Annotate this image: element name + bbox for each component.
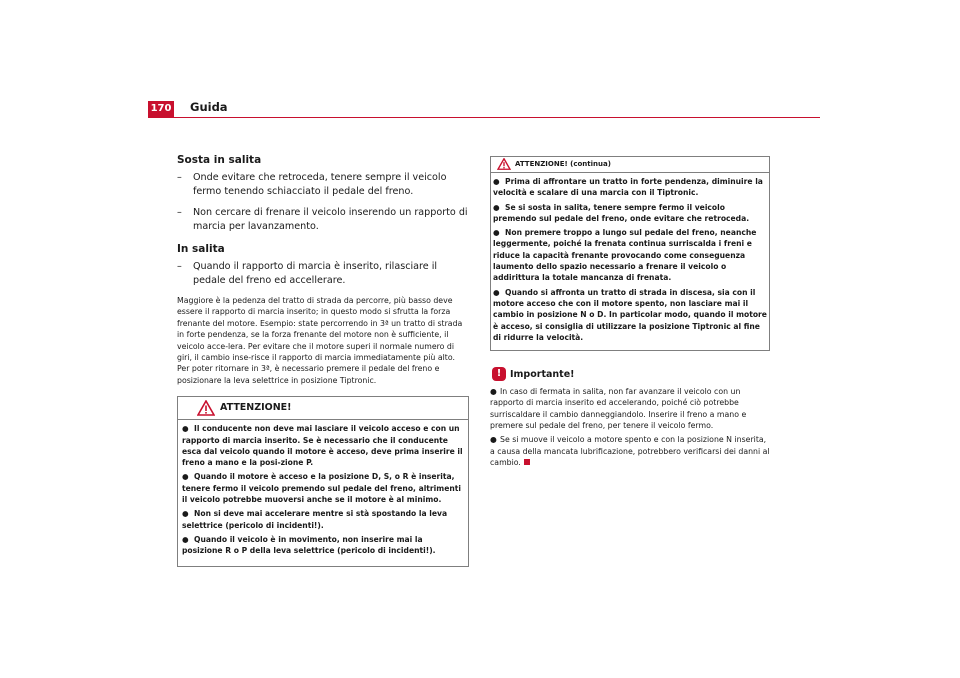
header-title: Guida xyxy=(190,100,228,114)
list-item: – Non cercare di frenare il veicolo inserendo un rapporto di marcia per lavanzamento. xyxy=(177,207,468,232)
warning-item: ● Quando il veicolo è in movimento, non inserire mai la posizione R o P della leva selettrice (pericolo di incidenti!). xyxy=(182,534,436,556)
warning-header xyxy=(178,397,468,420)
body-paragraph: Maggiore è la pedenza del tratto di strada da percorre, più basso deve essere il rapporto di marcia inserito; in questo modo si sfrutta la forza frenante del motore. Esempio: state percorrendo in 3ª un tratto di strada in forte pendenza, se la forza frenante del motore non è sufficiente, il veicolo acce-lera. Per evitare che il motore superi il normale numero di giri, il cambio inse-risce il rapporto di marcia immediatamente più alto. Per poter ritornare in 3ª, è necessario premere il pedale del freno e posizionare la leva selettrice in posizione Tiptronic. xyxy=(177,296,463,385)
end-square-icon xyxy=(524,459,530,465)
warning-continued-title: ATTENZIONE! (continua) xyxy=(515,160,611,168)
warning-item: ● Prima di affrontare un tratto in forte pendenza, diminuire la velocità e scalare di una marcia con il Tiptronic. xyxy=(493,177,763,198)
list-item-text: Quando il rapporto di marcia è inserito, rilasciare il pedale del freno ed accellerare. xyxy=(193,261,438,286)
warning-item: ● Il conducente non deve mai lasciare il veicolo acceso e con un rapporto di marcia inserito. Se è necessario che il conducente esca dal veicolo quando il motore è acceso, deve prima inserire il freno a mano e la posi-zione P. xyxy=(182,424,463,468)
important-title: Importante! xyxy=(510,369,575,381)
list-item-text: Non cercare di frenare il veicolo inserendo un rapporto di marcia per lavanzamento. xyxy=(193,207,468,232)
list-item-text: Onde evitare che retroceda, tenere sempre il veicolo fermo tenendo schiacciato il pedale del freno. xyxy=(193,172,447,197)
warning-item: ● Non premere troppo a lungo sul pedale del freno, neanche leggermente, poiché la frenata continua surriscalda i freni e riduce la capacità frenante provocando come conseguenza laumento dello spazio necessario a frenare il veicolo o addirittura la totale mancanza di frenata. xyxy=(493,228,757,283)
left-column xyxy=(177,154,469,567)
warning-title: ATTENZIONE! xyxy=(220,402,292,414)
warning-box xyxy=(177,396,469,566)
warning-item: ● Quando si affronta un tratto di strada in discesa, sia con il motore acceso che con il motore spento, non lasciare mai il cambio in posizione N o D. In particolar modo, quando il motore è acceso, si consiglia di utilizzare la posizione Tiptronic al fine di ridurre la velocità. xyxy=(493,287,767,342)
warning-triangle-icon xyxy=(197,400,215,416)
section-title-salita: In salita xyxy=(177,243,225,255)
list-item: – Quando il rapporto di marcia è inserito, rilasciare il pedale del freno ed accellerare. xyxy=(177,261,438,286)
right-column xyxy=(490,156,770,468)
page-number: 170 xyxy=(148,101,174,117)
exclamation-icon: ! xyxy=(492,367,506,381)
warning-continued-header xyxy=(491,157,769,173)
list-item: – Onde evitare che retroceda, tenere sempre il veicolo fermo tenendo schiacciato il pedale del freno. xyxy=(177,172,447,197)
warning-triangle-icon xyxy=(497,158,511,170)
important-item: ● Se si muove il veicolo a motore spento e con la posizione N inserita, a causa della mancata lubrificazione, potrebbero verificarsi dei danni al cambio. xyxy=(490,435,770,467)
warning-item: ● Non si deve mai accelerare mentre si stà spostando la leva selettrice (pericolo di incidenti!). xyxy=(182,509,448,530)
section-title-sosta: Sosta in salita xyxy=(177,154,262,166)
warning-continued-body xyxy=(491,173,769,350)
header-divider xyxy=(148,117,820,118)
important-header xyxy=(490,367,770,383)
warning-continued-box xyxy=(490,156,770,351)
warning-item: ● Quando il motore è acceso e la posizione D, S, o R è inserita, tenere fermo il veicolo premendo sul pedale del freno, altrimenti il veicolo potrebbe muoversi anche se il motore è al minimo. xyxy=(182,472,461,505)
warning-item: ● Se si sosta in salita, tenere sempre fermo il veicolo premendo sul pedale del freno, onde evitare che retroceda. xyxy=(493,202,750,223)
important-item: ● In caso di fermata in salita, non far avanzare il veicolo con un rapporto di marcia inserito ed accelerando, poiché ciò potrebbe surriscaldare il cambio danneggiandolo. Inserire il freno a mano e premere sul pedale del freno, per tenere il veicolo fermo. xyxy=(490,387,747,431)
warning-body xyxy=(178,420,468,565)
